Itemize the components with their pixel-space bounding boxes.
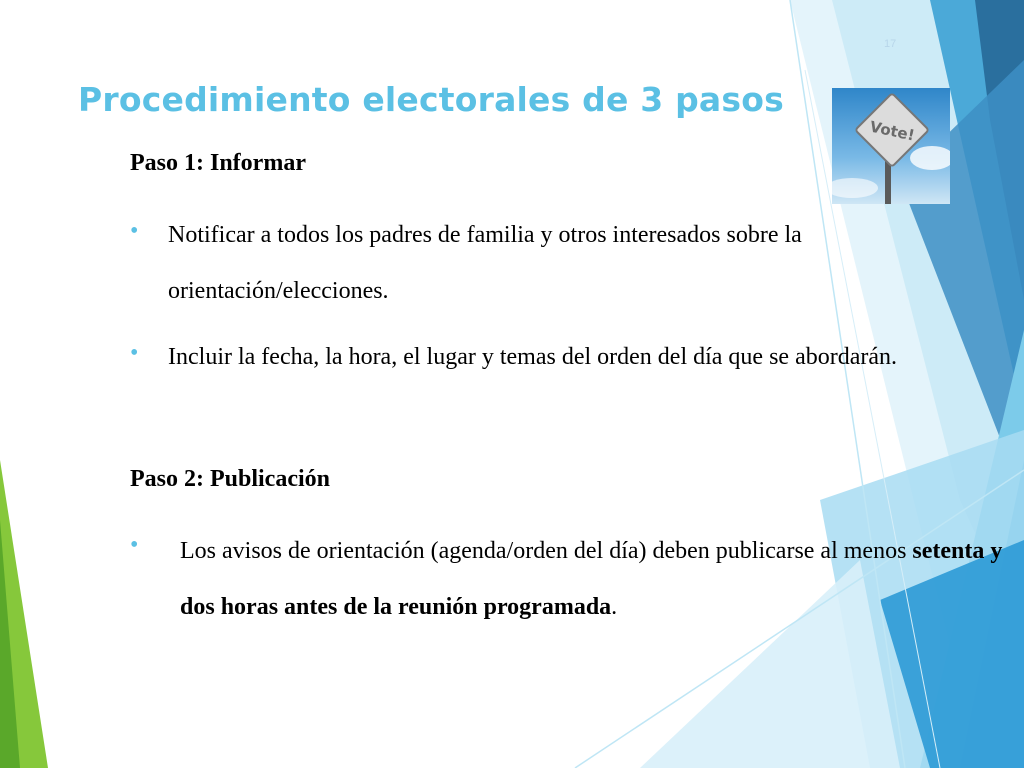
slide-number: 17 [884, 38, 897, 50]
step-2-bullet-1-text: Los avisos de orientación (agenda/orden del día) deben publicarse al menos [180, 538, 913, 564]
step-1-heading: Paso 1: Informar [130, 150, 306, 176]
step-1-bullet-2: Incluir la fecha, la hora, el lugar y temas del orden del día que se abordarán. [168, 344, 898, 370]
step-1-bullet-1: Notificar a todos los padres de familia y otros interesados sobre la orientación/elecciones. [168, 222, 802, 304]
step-2-bullet-1-end: . [611, 594, 618, 620]
slide-title: Procedimiento electorales de 3 pasos [78, 80, 784, 119]
step-2-bullet-1-bold: setenta y dos horas antes de la reunión programada [180, 538, 1003, 620]
bullet-icon: • [130, 218, 139, 244]
bullet-icon: • [130, 340, 139, 366]
step-2-heading: Paso 2: Publicación [130, 466, 331, 492]
vote-sign-image [832, 88, 950, 204]
step-2-bullet-1 [180, 523, 1020, 635]
bullet-icon: • [130, 532, 139, 558]
vote-sign-text: Vote! [868, 117, 917, 145]
